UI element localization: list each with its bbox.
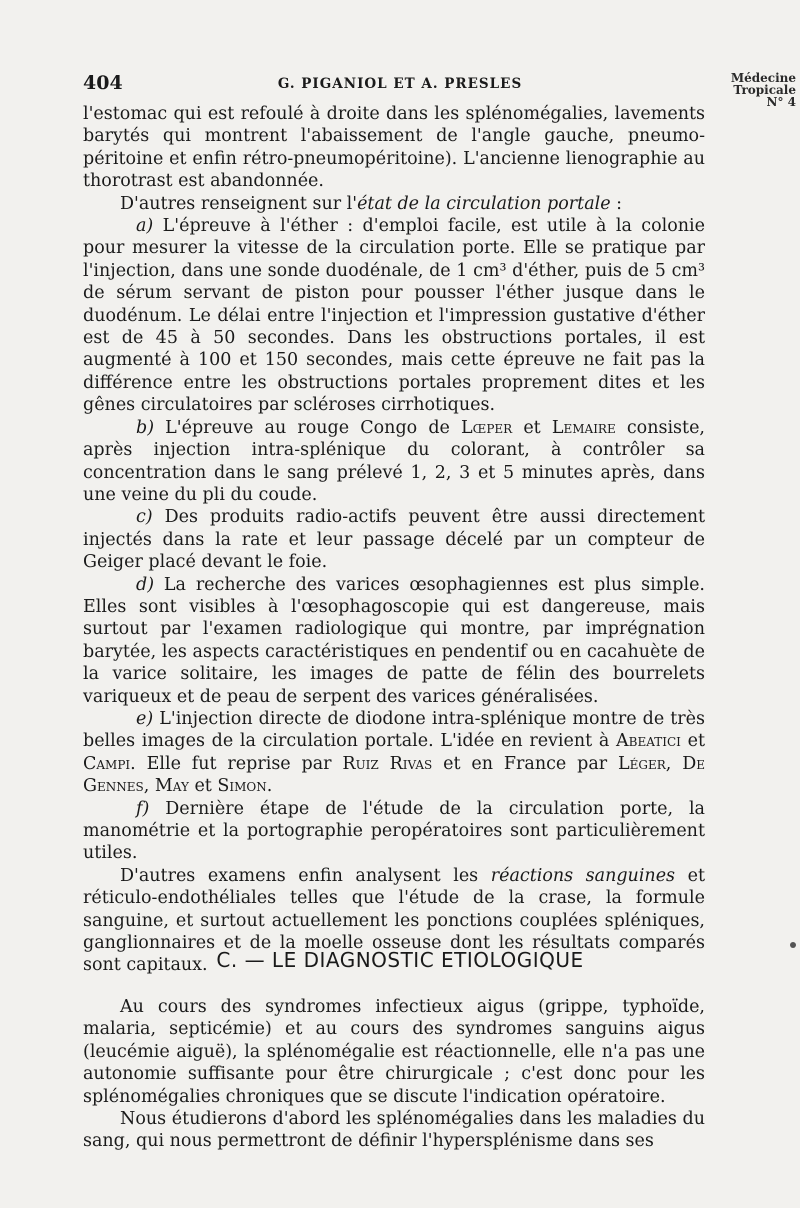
text-run: L'injection directe de diodone intra-splénique montre de très belles images de la circulation portale. L'idée en revient à bbox=[83, 708, 705, 752]
author-name: Campi bbox=[83, 753, 131, 774]
text-run: L'épreuve au rouge Congo de bbox=[154, 417, 462, 438]
journal-tag bbox=[731, 72, 796, 108]
item-a bbox=[83, 215, 705, 417]
paragraph-intro: l'estomac qui est refoulé à droite dans les splénomégalies, lavements barytés qui montrent l'abaissement de l'angle gauche, pneumo-péritoine et enfin rétro-pneumopéritoine). L'ancienne lienographie au thorotrast est abandonnée. bbox=[83, 104, 705, 192]
text-run: et bbox=[512, 417, 552, 438]
author-name: Simon bbox=[217, 776, 267, 797]
item-text-c: Des produits radio-actifs peuvent être aussi directement injectés dans la rate et leur passage décelé par un compteur de Geiger placé devant le foie. bbox=[83, 507, 705, 573]
text-run: et bbox=[680, 731, 706, 752]
item-c bbox=[83, 506, 705, 573]
author-name: Lœper bbox=[461, 417, 513, 438]
text-run: consiste, après injection intra-splénique du colorant, à contrôler sa concentration dans le sang prélevé 1, 2, 3 et 5 minutes après, dans une veine du pli du coude. bbox=[83, 417, 705, 505]
text-run: D'autres renseignent sur l' bbox=[120, 193, 358, 214]
text-run: . Elle fut reprise par bbox=[130, 753, 343, 774]
section-text-block bbox=[83, 996, 705, 1153]
author-name: Abeatici bbox=[616, 731, 681, 752]
text-run: . bbox=[266, 776, 273, 797]
running-title: G. PIGANIOL ET A. PRESLES bbox=[277, 76, 523, 92]
author-name: Léger, De Gennes, May bbox=[83, 753, 705, 797]
section-heading: C. — LE DIAGNOSTIC ETIOLOGIQUE bbox=[216, 948, 584, 972]
journal-line-1: Médecine bbox=[730, 71, 796, 85]
text-run: : bbox=[610, 193, 623, 214]
item-label-b: b) bbox=[136, 417, 155, 438]
item-text-f: Dernière étape de l'étude de la circulation porte, la manométrie et la portographie peropératoires sont particulièrement utiles. bbox=[83, 798, 705, 864]
item-text-a: L'épreuve à l'éther : d'emploi facile, est utile à la colonie pour mesurer la vitesse de la circulation porte. Elle se pratique par l'injection, dans une sonde duodénale, de 1 cm³ d'éther, puis de 5 cm³ de sérum servant de piston pour pousser l'éther jusque dans le duodénum. Le délai entre l'injection et l'impression gustative d'éther est de 45 à 50 secondes. Dans les obstructions portales, il est augmenté à 100 et 150 secondes, mais cette épreuve ne fait pas la différence entre les obstructions portales proprement dites et les gênes circulatoires par scléroses cirrhotiques. bbox=[83, 216, 705, 416]
item-f bbox=[83, 798, 705, 865]
author-name: Lemaire bbox=[551, 417, 616, 438]
item-e bbox=[83, 708, 705, 798]
item-label-f: f) bbox=[136, 798, 150, 819]
journal-line-3: N° 4 bbox=[766, 95, 796, 109]
text-run: et en France par bbox=[432, 753, 618, 774]
text-run: D'autres examens enfin analysent les bbox=[120, 865, 491, 886]
paragraph-circulation bbox=[83, 193, 705, 215]
text-run: et réticulo-endothéliales telles que l'étude de la crase, la formule sanguine, et surtout actuellement les ponctions couplées spléniques, ganglionnaires et de la moelle osseuse dont les résultats comparés sont capitaux. bbox=[83, 865, 705, 976]
main-text-block bbox=[83, 103, 705, 977]
emphasis-circulation: état de la circulation portale bbox=[357, 193, 611, 214]
item-label-a: a) bbox=[136, 216, 154, 237]
scan-speck bbox=[790, 942, 796, 948]
text-run: et bbox=[188, 776, 218, 797]
item-label-d: d) bbox=[136, 574, 155, 595]
journal-line-2: Tropicale bbox=[733, 83, 796, 97]
item-label-c: c) bbox=[136, 507, 153, 528]
item-label-e: e) bbox=[136, 708, 154, 729]
item-b bbox=[83, 417, 705, 507]
item-text-d: La recherche des varices œsophagiennes est plus simple. Elles sont visibles à l'œsophagoscopie qui est dangereuse, mais surtout par l'examen radiologique qui montre, par imprégnation barytée, les aspects caractéristiques en pendentif ou en cacahuète de la varice solitaire, les images de patte de félin des bourrelets variqueux et de peau de serpent des varices généralisées. bbox=[83, 574, 705, 707]
paragraph-etiology: Au cours des syndromes infectieux aigus (grippe, typhoïde, malaria, septicémie) et au cours des syndromes sanguins aigus (leucémie aiguë), la splénomégalie est réactionnelle, elle n'a pas une autonomie suffisante pour être chirurgicale ; c'est donc pour les splénomégalies chroniques que se discute l'indication opératoire. bbox=[83, 997, 705, 1107]
author-name: Ruiz Rivas bbox=[342, 753, 433, 774]
emphasis-reactions: réactions sanguines bbox=[490, 865, 676, 886]
page-number: 404 bbox=[83, 72, 123, 94]
item-d bbox=[83, 574, 705, 708]
paragraph-hypersplenism: Nous étudierons d'abord les splénomégalies dans les maladies du sang, qui nous permettront de définir l'hypersplénisme dans ses bbox=[83, 1109, 705, 1152]
